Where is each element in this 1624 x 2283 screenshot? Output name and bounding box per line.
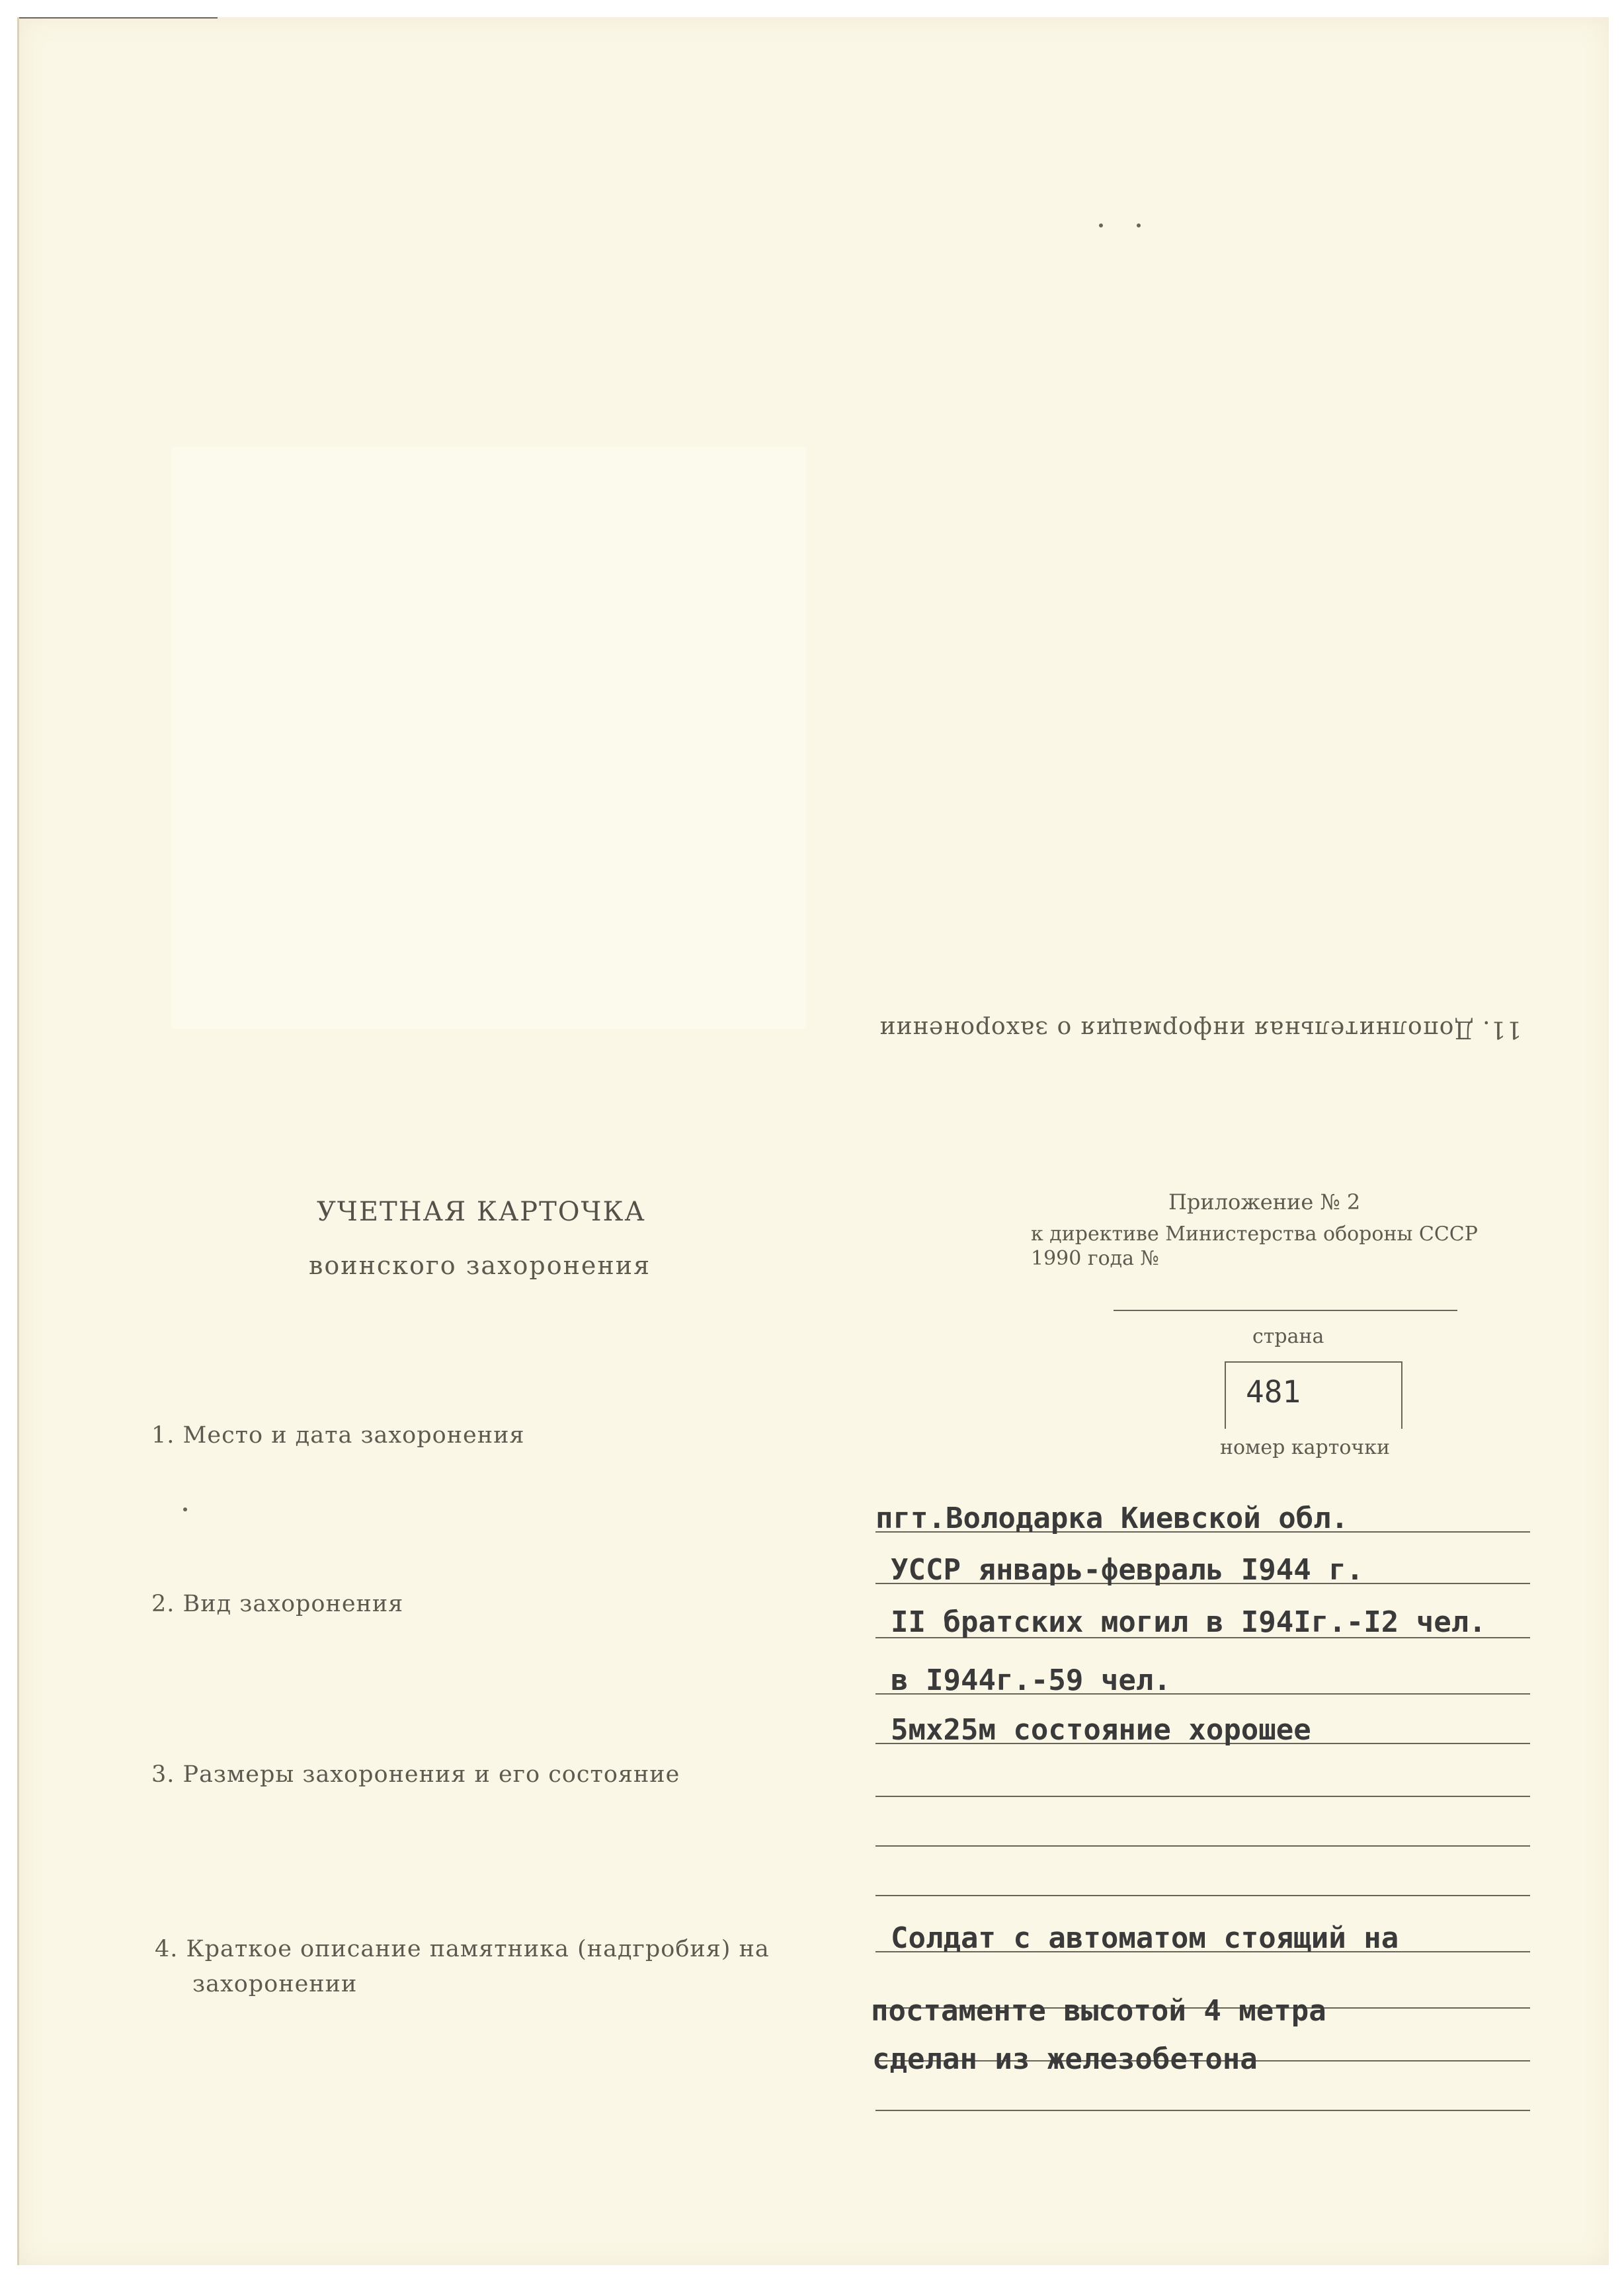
typed-burial-size: 5мх25м состояние хорошее <box>891 1713 1311 1747</box>
directive-number-line <box>1114 1310 1457 1311</box>
typed-burial-type: II братских могил в I94Iг.-I2 чел. <box>891 1605 1486 1639</box>
field-label-burial-type: 2. Вид захоронения <box>151 1591 404 1617</box>
card-subtitle: воинского захоронения <box>309 1251 651 1280</box>
field-label-burial-size-condition: 3. Размеры захоронения и его состояние <box>151 1761 680 1788</box>
typed-burial-place: пгт.Володарка Киевской обл. <box>875 1502 1349 1535</box>
fill-line <box>875 1845 1530 1847</box>
paper-speck <box>183 1507 187 1511</box>
card-sheet <box>17 17 1609 2265</box>
fill-line <box>875 1895 1530 1896</box>
appendix-underline <box>19 17 218 19</box>
paper-speck <box>1137 223 1141 227</box>
field-label-monument-description-cont: захоронении <box>192 1971 358 1997</box>
reverse-side-heading: 11. Дополнительная информация о захоронении <box>879 1016 1522 1043</box>
card-number-value: 481 <box>1246 1374 1301 1410</box>
appendix-label: Приложение № 2 <box>1168 1189 1361 1215</box>
fill-line <box>875 2110 1530 2111</box>
typed-monument-material: сделан из железобетона <box>872 2042 1258 2076</box>
typed-burial-date: УССР январь-февраль I944 г. <box>891 1553 1364 1587</box>
directive-reference: к директиве Министерства обороны СССР <box>1031 1222 1478 1246</box>
card-title: УЧЕТНАЯ КАРТОЧКА <box>317 1197 646 1227</box>
field-label-monument-description: 4. Краткое описание памятника (надгробия) на <box>155 1936 770 1962</box>
typed-monument-description-cont: постаменте высотой 4 метра <box>871 1994 1326 2028</box>
card-number-label: номер карточки <box>1220 1436 1390 1459</box>
paper-speck <box>1099 223 1103 227</box>
field-label-burial-place-date: 1. Место и дата захоронения <box>151 1422 525 1449</box>
country-label: страна <box>1252 1325 1324 1348</box>
fill-line <box>875 1796 1530 1797</box>
typed-burial-type-cont: в I944г.-59 чел. <box>891 1663 1171 1697</box>
directive-year: 1990 года № <box>1031 1247 1159 1270</box>
faded-photo-area <box>171 447 806 1029</box>
typed-monument-description: Солдат с автоматом стоящий на <box>891 1921 1399 1955</box>
